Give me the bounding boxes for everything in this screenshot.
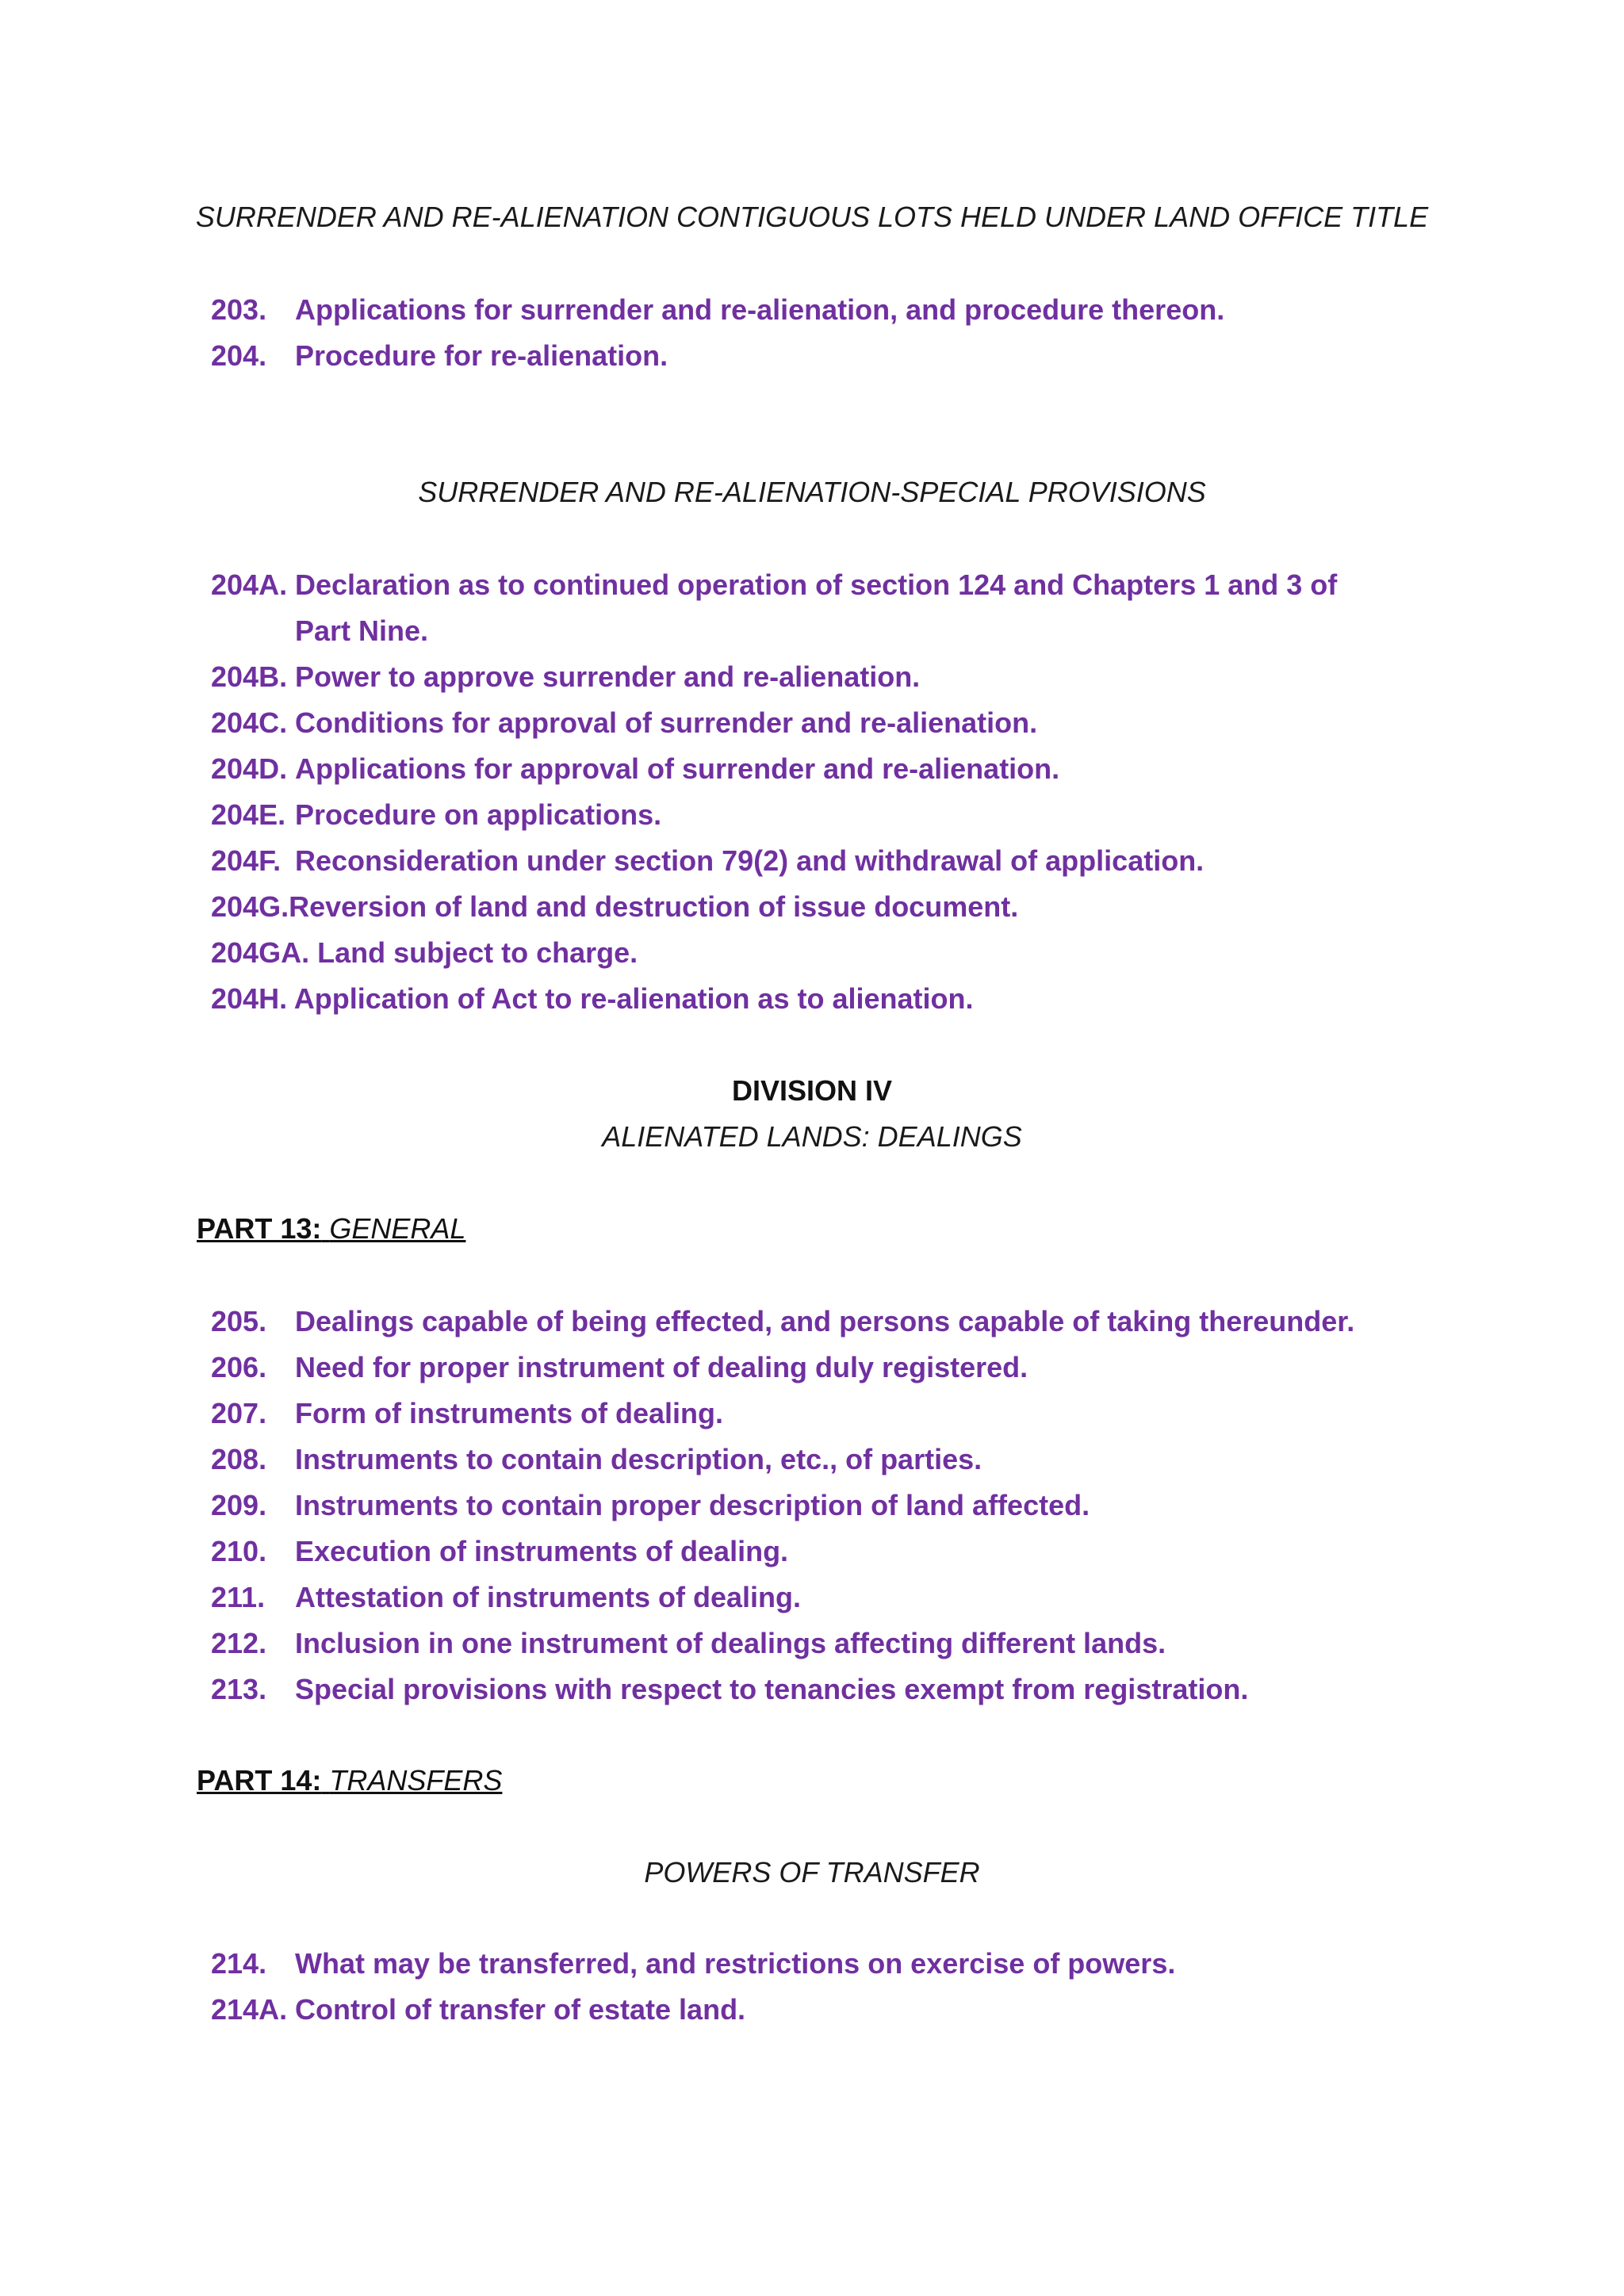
part-title: GENERAL <box>329 1212 466 1245</box>
section-title: Declaration as to continued operation of section 124 and Chapters 1 and 3 of <box>295 568 1338 601</box>
section-title: Execution of instruments of dealing. <box>295 1535 789 1567</box>
section-204g <box>211 884 1400 930</box>
section-number: 210. <box>211 1535 267 1567</box>
section-number: 203. <box>211 293 267 326</box>
section-title: Applications for approval of surrender and re-alienation. <box>295 752 1060 785</box>
part-14-heading <box>197 1763 502 1798</box>
section-number: 204H. <box>211 982 288 1015</box>
section-title: Need for proper instrument of dealing duly registered. <box>295 1351 1028 1383</box>
section-212 <box>211 1621 1400 1667</box>
section-211 <box>211 1575 1400 1621</box>
section-title: Reconsideration under section 79(2) and withdrawal of application. <box>295 844 1205 877</box>
section-213 <box>211 1667 1400 1712</box>
section-title: What may be transferred, and restrictions on exercise of powers. <box>295 1947 1176 1980</box>
section-204c <box>211 700 1400 746</box>
heading-powers-of-transfer: POWERS OF TRANSFER <box>644 1856 980 1888</box>
section-title: Instruments to contain description, etc., of parties. <box>295 1443 982 1475</box>
section-number: 204G. <box>211 890 289 923</box>
section-214 <box>211 1941 1400 1987</box>
heading-surrender-contiguous: SURRENDER AND RE-ALIENATION CONTIGUOUS LOTS HELD UNDER LAND OFFICE TITLE <box>195 201 1429 233</box>
section-208 <box>211 1437 1400 1483</box>
section-number: 206. <box>211 1351 267 1383</box>
section-number: 204F. <box>211 844 282 877</box>
section-title: Inclusion in one instrument of dealings affecting different lands. <box>295 1627 1166 1659</box>
division-subtitle: ALIENATED LANDS: DEALINGS <box>602 1120 1022 1153</box>
section-203 <box>211 287 1400 333</box>
section-title: Instruments to contain proper description of land affected. <box>295 1489 1090 1521</box>
section-title: Application of Act to re-alienation as to alienation. <box>293 982 974 1015</box>
section-204ga <box>211 930 1400 976</box>
section-number: 212. <box>211 1627 267 1659</box>
section-number: 204E. <box>211 798 286 831</box>
section-207 <box>211 1391 1400 1437</box>
section-number: 214. <box>211 1947 267 1980</box>
section-title: Land subject to charge. <box>317 936 638 969</box>
section-204h <box>211 976 1400 1022</box>
section-title-continuation: Part Nine. <box>295 614 429 647</box>
section-210 <box>211 1529 1400 1575</box>
part-label: PART 14: <box>197 1764 322 1797</box>
section-214a <box>211 1987 1400 2033</box>
section-title: Special provisions with respect to tenancies exempt from registration. <box>295 1673 1249 1705</box>
section-204d <box>211 746 1400 792</box>
section-205 <box>211 1299 1400 1345</box>
section-number: 213. <box>211 1673 267 1705</box>
section-number: 204D. <box>211 752 288 785</box>
section-number: 204B. <box>211 660 288 693</box>
section-209 <box>211 1483 1400 1529</box>
section-number: 204. <box>211 339 267 372</box>
section-title: Conditions for approval of surrender and re-alienation. <box>295 706 1038 739</box>
section-title: Control of transfer of estate land. <box>295 1993 746 2026</box>
part-title: TRANSFERS <box>329 1764 503 1797</box>
section-number: 214A. <box>211 1993 288 2026</box>
section-number: 207. <box>211 1397 267 1429</box>
section-204e <box>211 792 1400 838</box>
section-number: 204A. <box>211 568 288 601</box>
section-title: Power to approve surrender and re-alienation. <box>295 660 921 693</box>
section-title: Procedure for re-alienation. <box>295 339 668 372</box>
division-heading: DIVISION IV <box>731 1074 893 1107</box>
heading-surrender-special: SURRENDER AND RE-ALIENATION-SPECIAL PROVISIONS <box>418 476 1206 508</box>
section-206 <box>211 1345 1400 1391</box>
section-number: 204C. <box>211 706 288 739</box>
section-title: Reversion of land and destruction of issue document. <box>289 890 1019 923</box>
part-label: PART 13: <box>197 1212 322 1245</box>
section-number: 208. <box>211 1443 267 1475</box>
section-title: Procedure on applications. <box>295 798 662 831</box>
section-204 <box>211 333 1400 379</box>
section-title: Dealings capable of being effected, and persons capable of taking thereunder. <box>295 1305 1355 1337</box>
section-title: Applications for surrender and re-alienation, and procedure thereon. <box>295 293 1225 326</box>
section-204f <box>211 838 1400 884</box>
section-number: 211. <box>211 1581 266 1613</box>
section-number: 205. <box>211 1305 267 1337</box>
section-number: 209. <box>211 1489 267 1521</box>
section-204a <box>211 562 1400 654</box>
section-title: Form of instruments of dealing. <box>295 1397 724 1429</box>
section-204b <box>211 654 1400 700</box>
section-number: 204GA. <box>211 936 310 969</box>
section-title: Attestation of instruments of dealing. <box>295 1581 802 1613</box>
part-13-heading <box>197 1211 465 1246</box>
